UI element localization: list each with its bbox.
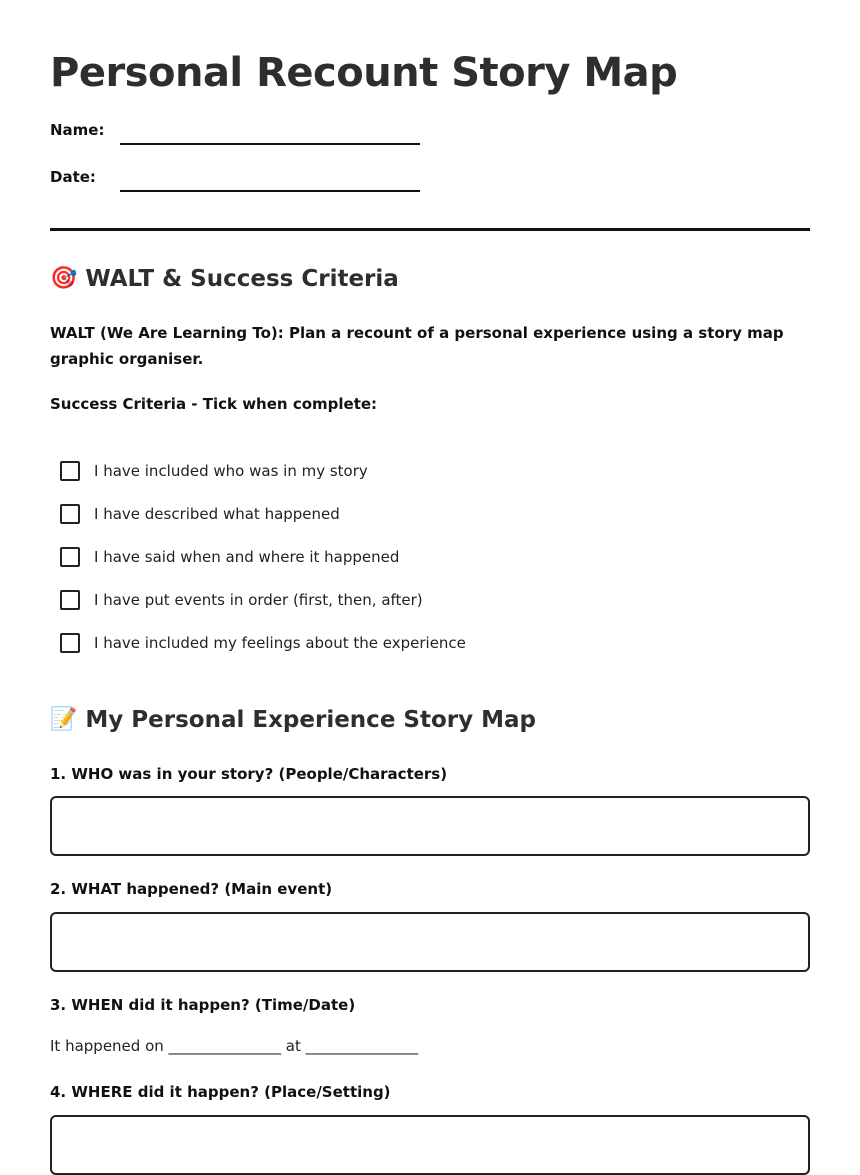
criterion-item[interactable] bbox=[60, 631, 466, 655]
walt-statement: WALT (We Are Learning To): Plan a recount of a personal experience using a story map graphic organiser. bbox=[50, 324, 784, 368]
date-label: Date: bbox=[50, 168, 96, 186]
criterion-checkbox[interactable] bbox=[60, 633, 80, 653]
when-sentence[interactable]: It happened on _______________ at _______________ bbox=[50, 1037, 419, 1055]
where-question: 4. WHERE did it happen? (Place/Setting) bbox=[50, 1083, 391, 1101]
criterion-text: I have said when and where it happened bbox=[94, 548, 400, 566]
page-title: Personal Recount Story Map bbox=[50, 50, 678, 96]
story-map-heading-text: My Personal Experience Story Map bbox=[85, 707, 536, 733]
criterion-text: I have included who was in my story bbox=[94, 462, 368, 480]
criterion-item[interactable] bbox=[60, 459, 368, 483]
date-field[interactable] bbox=[120, 190, 420, 192]
who-question: 1. WHO was in your story? (People/Characters) bbox=[50, 765, 448, 783]
what-answer-box[interactable] bbox=[50, 912, 810, 972]
criterion-text: I have described what happened bbox=[94, 505, 340, 523]
criterion-checkbox[interactable] bbox=[60, 547, 80, 567]
criterion-text: I have put events in order (first, then, after) bbox=[94, 591, 423, 609]
who-answer-box[interactable] bbox=[50, 796, 810, 856]
memo-icon: 📝 bbox=[50, 707, 78, 732]
criterion-text: I have included my feelings about the experience bbox=[94, 634, 466, 652]
criterion-item[interactable] bbox=[60, 502, 340, 526]
target-icon: 🎯 bbox=[50, 266, 78, 291]
criterion-item[interactable] bbox=[60, 545, 399, 569]
name-field[interactable] bbox=[120, 143, 420, 145]
divider bbox=[50, 228, 810, 231]
where-answer-box[interactable] bbox=[50, 1115, 810, 1175]
story-map-heading bbox=[50, 707, 536, 733]
criterion-checkbox[interactable] bbox=[60, 461, 80, 481]
what-question: 2. WHAT happened? (Main event) bbox=[50, 880, 333, 898]
walt-heading bbox=[50, 266, 399, 292]
criterion-item[interactable] bbox=[60, 588, 423, 612]
when-question: 3. WHEN did it happen? (Time/Date) bbox=[50, 996, 356, 1014]
success-criteria-label: Success Criteria - Tick when complete: bbox=[50, 395, 378, 413]
walt-heading-text: WALT & Success Criteria bbox=[85, 266, 399, 292]
criterion-checkbox[interactable] bbox=[60, 590, 80, 610]
criterion-checkbox[interactable] bbox=[60, 504, 80, 524]
name-label: Name: bbox=[50, 121, 105, 139]
